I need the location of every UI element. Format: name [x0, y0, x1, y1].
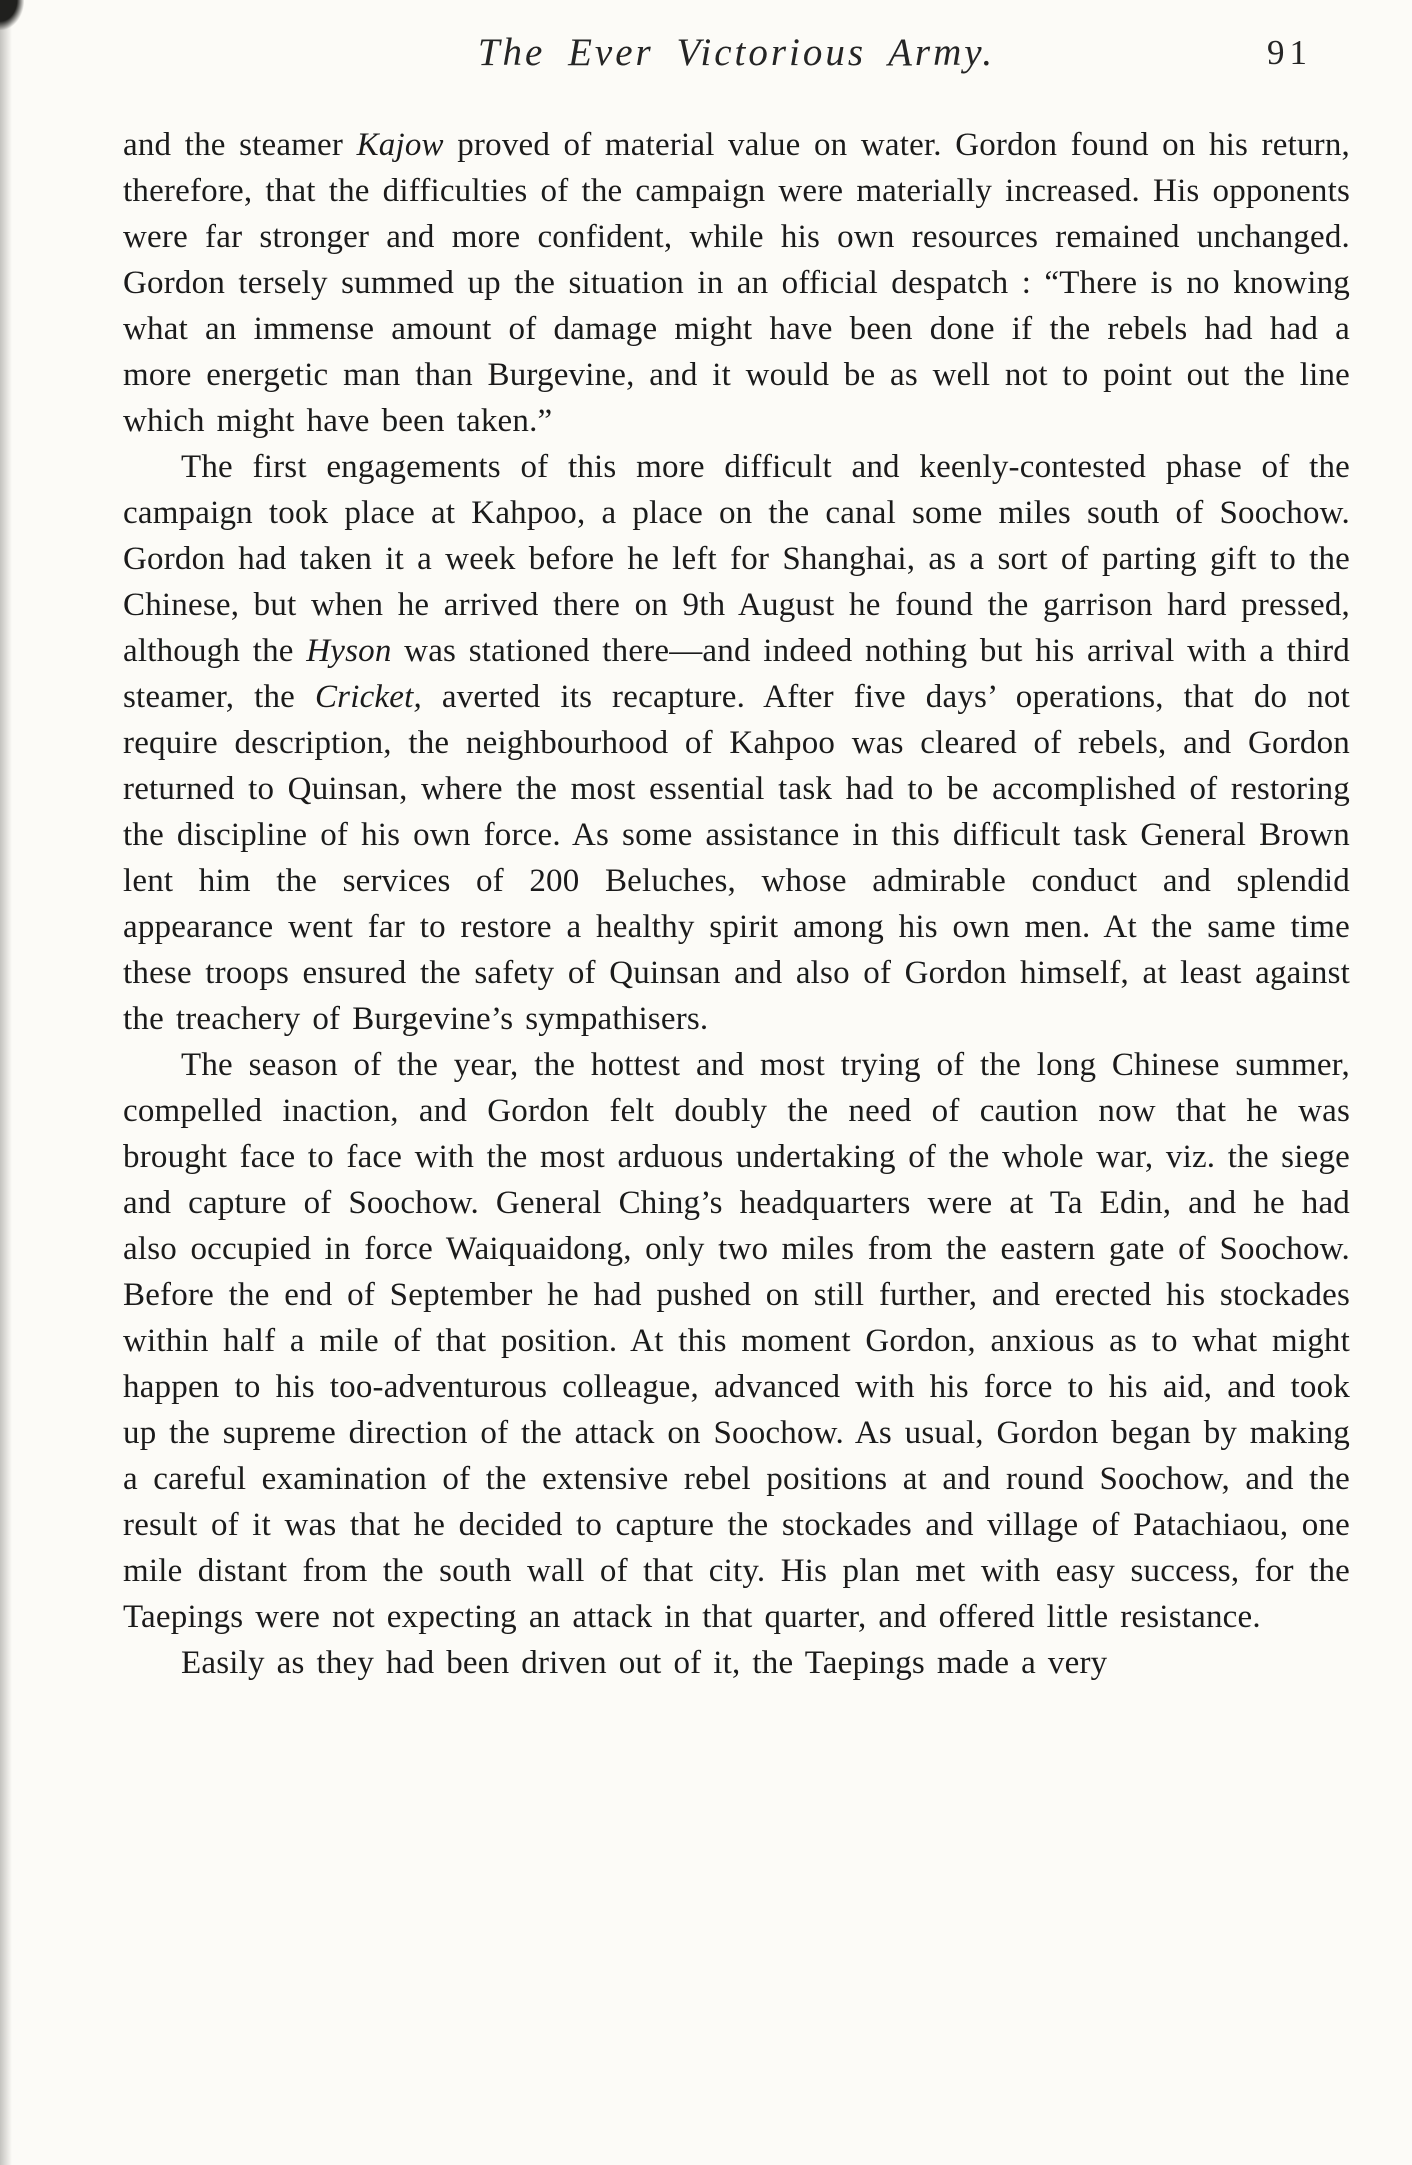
- italic-text: Cricket,: [314, 679, 422, 715]
- paragraph: [123, 1042, 1350, 1640]
- text-segment: averted its recapture. After five days’ operations, that do not require description, the neighbourhood of Kahpoo was cleared of rebels, and Gordon returned to Quinsan, where the most essential task had to be accomplished of restoring the discipline of his own force. As some assistance in this difficult task General Brown lent him the services of 200 Beluches, whose admirable conduct and splendid appearance went far to restore a healthy spirit among his own men. At the same time these troops ensured the safety of Quinsan and also of Gordon himself, at least against the treachery of Burgevine’s sympathisers.: [123, 679, 1350, 1037]
- text-segment: and the steamer: [123, 127, 357, 163]
- text-block: [123, 122, 1350, 1686]
- text-segment: The season of the year, the hottest and most trying of the long Chinese summer, compelled inaction, and Gordon felt doubly the need of caution now that he was brought face to face with the most arduous undertaking of the whole war, viz. the siege and capture of Soochow. General Ching’s headquarters were at Ta Edin, and he had also occupied in force Waiquaidong, only two miles from the eastern gate of Soochow. Before the end of September he had pushed on still further, and erected his stockades within half a mile of that position. At this moment Gordon, anxious as to what might happen to his too-adventurous colleague, advanced with his force to his aid, and took up the supreme direction of the attack on Soochow. As usual, Gordon began by making a careful examination of the extensive rebel positions at and round Soochow, and the result of it was that he decided to capture the stockades and village of Patachiaou, one mile distant from the south wall of that city. His plan met with easy success, for the Taepings were not expecting an attack in that quarter, and offered little resistance.: [123, 1047, 1350, 1635]
- scan-left-edge-shadow: [0, 0, 12, 2165]
- text-segment: was stationed there—and indeed nothing but his arrival with a third steamer, the: [123, 633, 1351, 715]
- text-segment: Easily as they had been driven out of it, the Taepings made a very: [181, 1645, 1108, 1681]
- text-segment: The first engagements of this more difficult and keenly-contested phase of the campaign took place at Kahpoo, a place on the canal some miles south of Soochow. Gordon had taken it a week before he left for Shanghai, as a sort of parting gift to the Chinese, but when he arrived there on 9th August he found the garrison hard pressed, although the: [123, 449, 1350, 669]
- running-title: The Ever Victorious Army.: [477, 31, 996, 74]
- paragraph: [123, 444, 1350, 1042]
- paragraph: [123, 122, 1350, 444]
- page-number: 91: [1267, 33, 1312, 72]
- paragraph: [123, 1640, 1350, 1686]
- page-header: [123, 30, 1350, 86]
- text-segment: proved of material value on water. Gordon found on his return, therefore, that the difficulties of the campaign were materially increased. His opponents were far stronger and more confident, while his own resources remained unchanged. Gordon tersely summed up the situation in an official despatch : “There is no knowing what an immense amount of damage might have been done if the rebels had had a more energetic man than Burgevine, and it would be as well not to point out the line which might have been taken.”: [123, 127, 1350, 439]
- scan-corner-artifact: [0, 0, 24, 30]
- italic-text: Hyson: [306, 633, 392, 669]
- italic-text: Kajow: [356, 127, 444, 163]
